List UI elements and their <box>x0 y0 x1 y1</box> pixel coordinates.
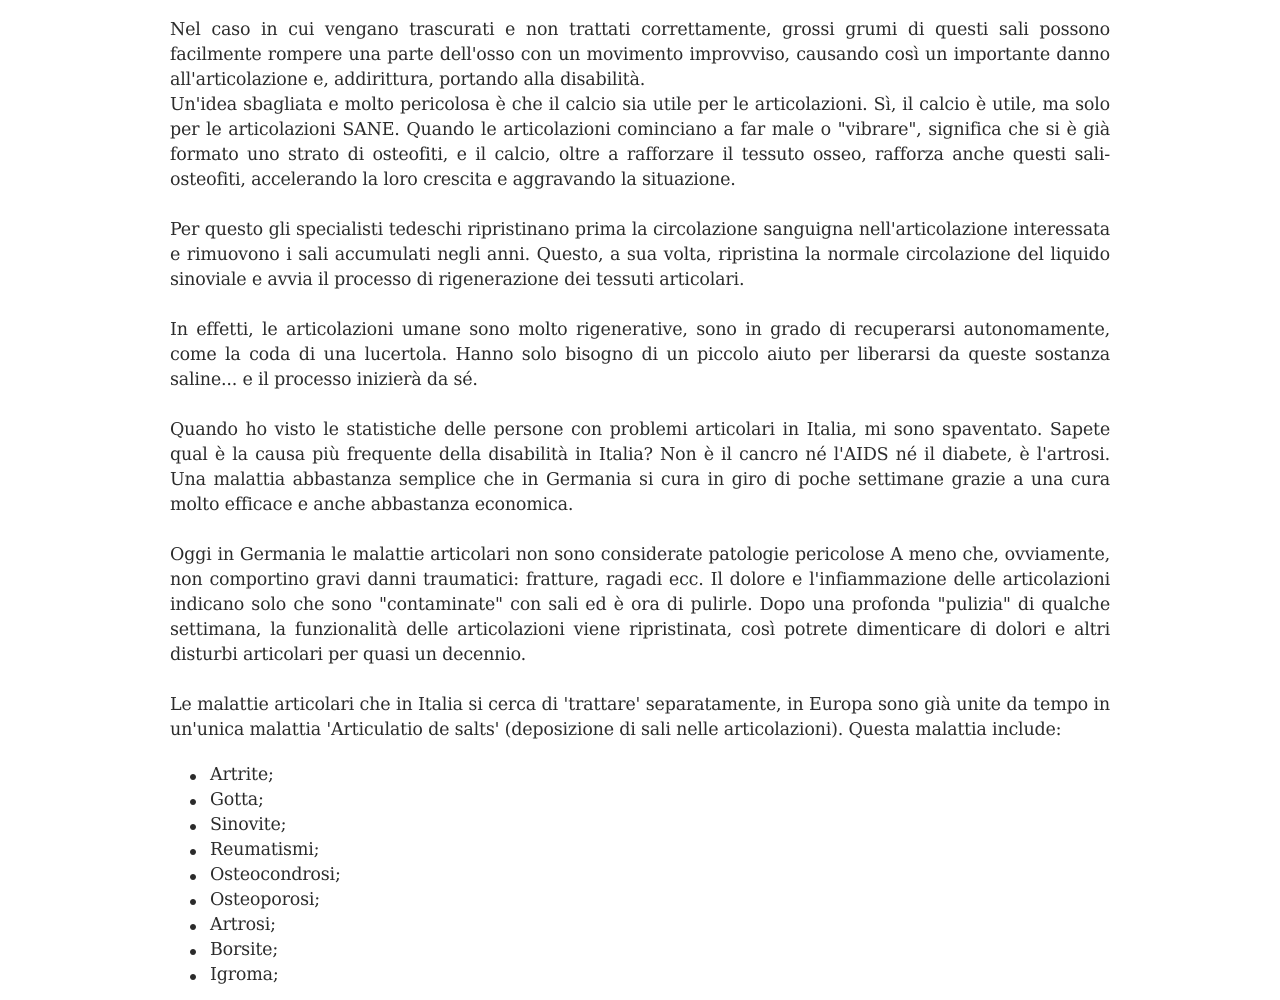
list-item <box>170 888 1110 913</box>
bullet-icon <box>190 899 196 905</box>
bullet-icon <box>190 849 196 855</box>
bullet-icon <box>190 949 196 955</box>
list-item-label: Gotta; <box>210 790 264 810</box>
paragraph-regeneration: In effetti, le articolazioni umane sono molto rigenerative, sono in grado di recuperarsi autonomamente, come la coda di una lucertola. Hanno solo bisogno di un piccolo aiuto per liberarsi da queste sostanza saline... e il processo inizierà da sé. <box>170 320 1110 390</box>
list-item <box>170 838 1110 863</box>
list-item <box>170 763 1110 788</box>
list-item <box>170 788 1110 813</box>
list-item-label: Artrite; <box>210 765 274 785</box>
bullet-icon <box>190 924 196 930</box>
bullet-icon <box>190 974 196 980</box>
list-item <box>170 938 1110 963</box>
paragraph-neglect: Nel caso in cui vengano trascurati e non trattati correttamente, grossi grumi di questi sali possono facilmente rompere una parte dell'osso con un movimento improvviso, causando così un importante danno all'articolazione e, addirittura, portando alla disabilità. <box>170 20 1110 90</box>
paragraph-disease-intro: Le malattie articolari che in Italia si cerca di 'trattare' separatamente, in Europa sono già unite da tempo in un'unica malattia 'Articulatio de salts' (deposizione di sali nelle articolazioni). Questa malattia include: <box>170 695 1110 740</box>
paragraph-calcium: Un'idea sbagliata e molto pericolosa è che il calcio sia utile per le articolazioni. Sì, il calcio è utile, ma solo per le articolazioni SANE. Quando le articolazioni cominciano a far male o "vibrare", significa che si è già formato uno strato di osteofiti, e il calcio, oltre a rafforzare il tessuto osseo, rafforza anche questi sali-osteofiti, accelerando la loro crescita e aggravando la situazione. <box>170 95 1110 190</box>
list-item <box>170 913 1110 938</box>
paragraph-german-specialists: Per questo gli specialisti tedeschi ripristinano prima la circolazione sanguigna nell'articolazione interessata e rimuovono i sali accumulati negli anni. Questo, a sua volta, ripristina la normale circolazione del liquido sinoviale e avvia il processo di rigenerazione dei tessuti articolari. <box>170 220 1110 290</box>
list-item-label: Borsite; <box>210 940 279 960</box>
list-item-label: Igroma; <box>210 965 279 985</box>
list-item-label: Osteocondrosi; <box>210 865 341 885</box>
bullet-icon <box>190 824 196 830</box>
list-item-label: Reumatismi; <box>210 840 320 860</box>
list-item-label: Artrosi; <box>210 915 276 935</box>
list-item <box>170 963 1110 988</box>
list-item <box>170 863 1110 888</box>
disease-list <box>170 763 1110 988</box>
list-item-label: Sinovite; <box>210 815 287 835</box>
bullet-icon <box>190 774 196 780</box>
bullet-icon <box>190 874 196 880</box>
paragraph-germany-today: Oggi in Germania le malattie articolari non sono considerate patologie pericolose A meno che, ovviamente, non comportino gravi danni traumatici: fratture, ragadi ecc. Il dolore e l'infiammazione delle articolazioni indicano solo che sono "contaminate" con sali ed è ora di pulirle. Dopo una profonda "pulizia" di qualche settimana, la funzionalità delle articolazioni viene ripristinata, così potrete dimenticare di dolori e altri disturbi articolari per quasi un decennio. <box>170 545 1110 665</box>
list-item <box>170 813 1110 838</box>
article-body <box>170 18 1110 988</box>
bullet-icon <box>190 799 196 805</box>
paragraph-statistics: Quando ho visto le statistiche delle persone con problemi articolari in Italia, mi sono spaventato. Sapete qual è la causa più frequente della disabilità in Italia? Non è il cancro né l'AIDS né il diabete, è l'artrosi. Una malattia abbastanza semplice che in Germania si cura in giro di poche settimane grazie a una cura molto efficace e anche abbastanza economica. <box>170 420 1110 515</box>
list-item-label: Osteoporosi; <box>210 890 320 910</box>
